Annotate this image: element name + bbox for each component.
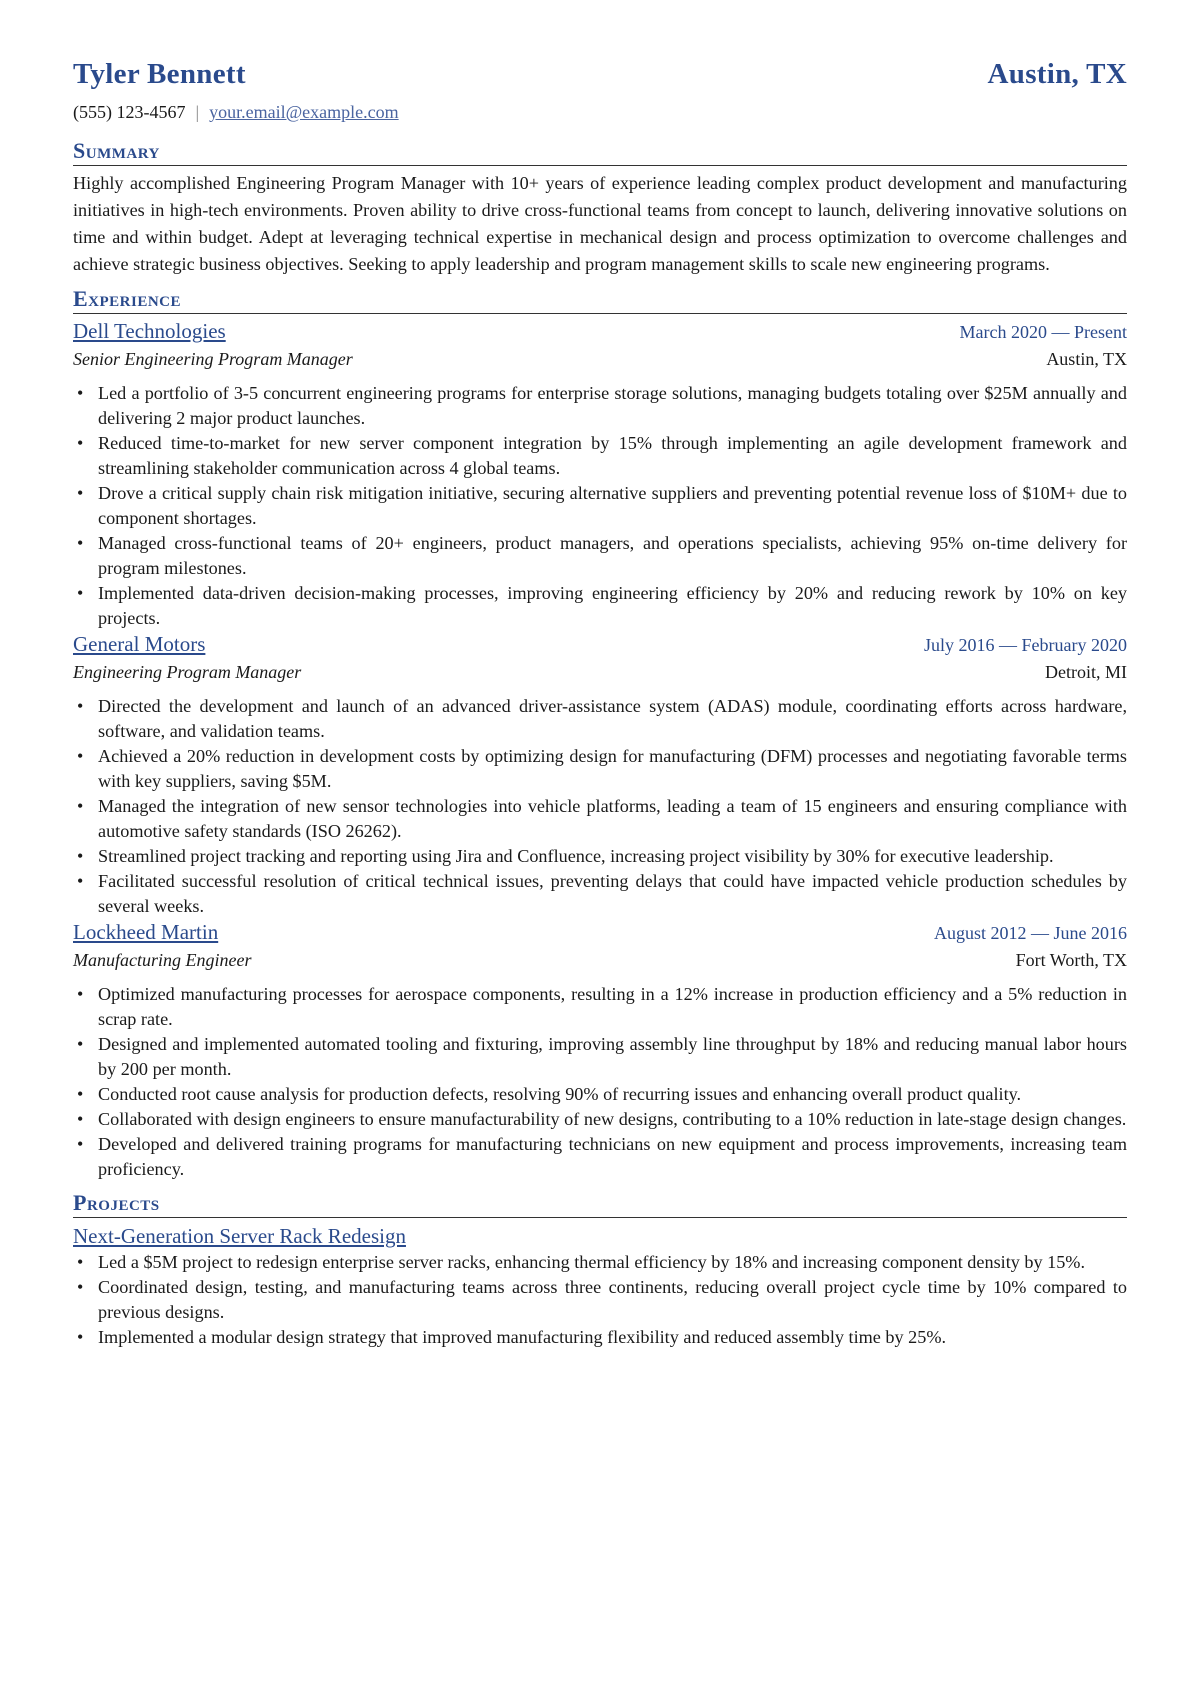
project-title-link[interactable]: Next-Generation Server Rack Redesign [73, 1224, 406, 1248]
company-link[interactable]: General Motors [73, 632, 206, 656]
bullet-item: • Developed and delivered training programs for manufacturing technicians on new equipment and process improvements, increasing team proficiency. [73, 1132, 1127, 1182]
contact-line [73, 102, 1127, 132]
bullet-list [73, 1250, 1127, 1350]
section-title-experience: Experience [73, 286, 1127, 314]
job-title: Senior Engineering Program Manager [73, 349, 353, 369]
job-location: Austin, TX [1046, 349, 1127, 369]
job-title: Manufacturing Engineer [73, 950, 252, 970]
bullet-item: • Implemented data-driven decision-making processes, improving engineering efficiency by 20% and reducing rework by 10% on key projects. [73, 581, 1127, 631]
bullet-list [73, 381, 1127, 631]
experience-entry [73, 318, 1127, 631]
bullet-item: • Directed the development and launch of an advanced driver-assistance system (ADAS) module, coordinating efforts across hardware, software, and validation teams. [73, 694, 1127, 744]
employment-dates: July 2016 — February 2020 [924, 635, 1127, 655]
company-link[interactable]: Lockheed Martin [73, 920, 219, 944]
resume-header [73, 58, 1127, 98]
bullet-item: • Managed cross-functional teams of 20+ engineers, product managers, and operations specialists, achieving 95% on-time delivery for program milestones. [73, 531, 1127, 581]
contact-separator: | [195, 102, 200, 122]
experience-entry [73, 631, 1127, 919]
section-title-summary: Summary [73, 138, 1127, 166]
summary-text: Highly accomplished Engineering Program Manager with 10+ years of experience leading complex product development and manufacturing initiatives in high-tech environments. Proven ability to drive cross-functional teams from concept to launch, delivering innovative solutions on time and within budget. Adept at leveraging technical expertise in mechanical design and process optimization to overcome challenges and achieve strategic business objectives. Seeking to apply leadership and program management skills to scale new engineering programs. [73, 173, 1127, 274]
candidate-name: Tyler Bennett [73, 58, 246, 90]
resume-page [73, 58, 1127, 1350]
employment-dates: August 2012 — June 2016 [934, 923, 1127, 943]
experience-entry [73, 919, 1127, 1182]
bullet-item: • Achieved a 20% reduction in development costs by optimizing design for manufacturing (DFM) processes and negotiating favorable terms with key suppliers, saving $5M. [73, 744, 1127, 794]
project-entry [73, 1222, 1127, 1350]
job-location: Fort Worth, TX [1015, 950, 1127, 970]
bullet-item: • Collaborated with design engineers to ensure manufacturability of new designs, contributing to a 10% reduction in late-stage design changes. [73, 1107, 1127, 1132]
bullet-item: • Conducted root cause analysis for production defects, resolving 90% of recurring issues and enhancing overall product quality. [73, 1082, 1127, 1107]
bullet-list [73, 982, 1127, 1182]
bullet-item: • Optimized manufacturing processes for aerospace components, resulting in a 12% increase in production efficiency and a 5% reduction in scrap rate. [73, 982, 1127, 1032]
bullet-item: • Managed the integration of new sensor technologies into vehicle platforms, leading a team of 15 engineers and ensuring compliance with automotive safety standards (ISO 26262). [73, 794, 1127, 844]
bullet-item: • Drove a critical supply chain risk mitigation initiative, securing alternative suppliers and preventing potential revenue loss of $10M+ due to component shortages. [73, 481, 1127, 531]
bullet-item: • Led a portfolio of 3-5 concurrent engineering programs for enterprise storage solutions, managing budgets totaling over $25M annually and delivering 2 major product launches. [73, 381, 1127, 431]
employment-dates: March 2020 — Present [959, 322, 1127, 342]
phone-number: (555) 123-4567 [73, 102, 186, 122]
bullet-list [73, 694, 1127, 919]
candidate-location: Austin, TX [987, 58, 1127, 90]
job-title: Engineering Program Manager [73, 662, 302, 682]
bullet-item: • Coordinated design, testing, and manufacturing teams across three continents, reducing overall project cycle time by 10% compared to previous designs. [73, 1275, 1127, 1325]
company-link[interactable]: Dell Technologies [73, 319, 226, 343]
bullet-item: • Implemented a modular design strategy that improved manufacturing flexibility and reduced assembly time by 25%. [73, 1325, 1127, 1350]
bullet-item: • Led a $5M project to redesign enterprise server racks, enhancing thermal efficiency by 18% and increasing component density by 15%. [73, 1250, 1127, 1275]
bullet-item: • Designed and implemented automated tooling and fixturing, improving assembly line throughput by 18% and reducing manual labor hours by 200 per month. [73, 1032, 1127, 1082]
email-link[interactable]: your.email@example.com [209, 102, 399, 122]
section-title-projects: Projects [73, 1190, 1127, 1218]
bullet-item: • Facilitated successful resolution of critical technical issues, preventing delays that could have impacted vehicle production schedules by several weeks. [73, 869, 1127, 919]
bullet-item: • Streamlined project tracking and reporting using Jira and Confluence, increasing project visibility by 30% for executive leadership. [73, 844, 1127, 869]
job-location: Detroit, MI [1045, 662, 1127, 682]
bullet-item: • Reduced time-to-market for new server component integration by 15% through implementing an agile development framework and streamlining stakeholder communication across 4 global teams. [73, 431, 1127, 481]
